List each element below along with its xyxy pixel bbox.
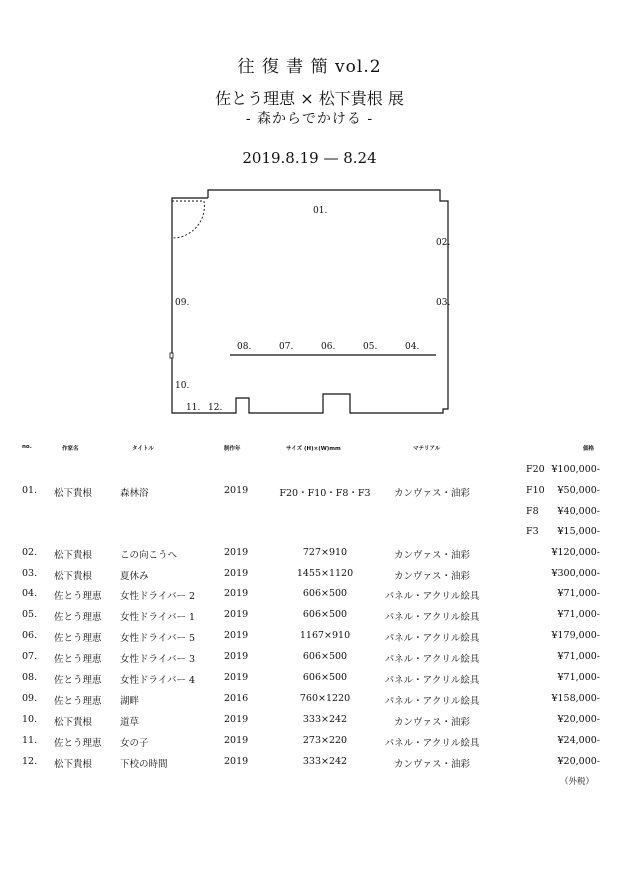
wall-label-02: 02. [436, 238, 451, 248]
table-row [0, 651, 619, 669]
wall-label-08: 08. [237, 342, 252, 352]
wall-label-01: 01. [313, 206, 328, 216]
row-year: 2019 [224, 485, 249, 496]
row-material: カンヴァス・油彩 [394, 571, 470, 582]
table-row [0, 735, 619, 753]
door-swing [172, 201, 204, 238]
sub-price: ¥50,000- [557, 485, 600, 496]
row-size: 333×242 [302, 756, 348, 767]
row-title: 女の子 [120, 738, 149, 749]
row-no: 04. [22, 588, 38, 599]
wall-label-12: 12. [208, 403, 223, 413]
row-no: 12. [22, 756, 38, 767]
row-artist: 佐とう理恵 [54, 654, 102, 665]
table-row [0, 609, 619, 627]
sub-size: F10 [526, 485, 545, 496]
row-price: ¥300,000- [551, 568, 600, 579]
floor-plan-walls [172, 190, 451, 413]
exhibition-dates: 2019.8.19 — 8.24 [242, 149, 377, 167]
row-price: ¥158,000- [551, 693, 600, 704]
wall-label-11: 11. [186, 403, 201, 413]
row-title: 下校の時間 [120, 759, 168, 770]
row-material: カンヴァス・油彩 [394, 759, 470, 770]
wall-label-04: 04. [405, 342, 420, 352]
row-no: 01. [22, 485, 38, 496]
header-material: マテリアル [413, 446, 441, 452]
row-material: パネル・アクリル絵具 [384, 696, 480, 707]
row-size: 606×500 [302, 672, 348, 683]
row-no: 03. [22, 568, 38, 579]
row-no: 08. [22, 672, 38, 683]
row-size: 1167×910 [299, 630, 351, 641]
tax-note: （外税） [559, 777, 594, 787]
row-material: カンヴァス・油彩 [394, 717, 470, 728]
row-artist: 松下貴根 [54, 759, 93, 770]
artists-line: 佐とう理恵 × 松下貴根 展 [215, 89, 404, 108]
wall-label-05: 05. [363, 342, 378, 352]
row-year: 2019 [224, 672, 249, 683]
row-year: 2019 [224, 609, 249, 620]
row-no: 02. [22, 547, 38, 558]
row-size: 606×500 [302, 588, 348, 599]
header-year: 制作年 [224, 446, 241, 452]
wall-label-10: 10. [175, 381, 190, 391]
row-year: 2019 [224, 588, 249, 599]
row-title: 女性ドライバー 5 [120, 633, 196, 644]
wall-label-06: 06. [321, 342, 336, 352]
sub-price: ¥15,000- [557, 526, 600, 537]
header-no: no. [22, 444, 32, 450]
sub-size: F20 [526, 464, 545, 475]
row-year: 2019 [224, 630, 249, 641]
row-artist: 佐とう理恵 [54, 633, 102, 644]
row-no: 10. [22, 714, 38, 725]
row-price: ¥24,000- [557, 735, 600, 746]
row-price: ¥71,000- [557, 651, 600, 662]
row-no: 07. [22, 651, 38, 662]
floor-plan [0, 0, 619, 430]
wall-label-03: 03. [436, 298, 451, 308]
sub-size: F8 [526, 506, 539, 517]
row-material: パネル・アクリル絵具 [384, 633, 480, 644]
row-year: 2019 [224, 714, 249, 725]
row-artist: 松下貴根 [54, 717, 93, 728]
table-row [0, 693, 619, 711]
sub-price: ¥100,000- [551, 464, 600, 475]
row-year: 2019 [224, 651, 249, 662]
row-size: 727×910 [302, 547, 348, 558]
row-price: ¥20,000- [557, 714, 600, 725]
floor-plan-labels [175, 206, 450, 413]
row-artist: 佐とう理恵 [54, 675, 102, 686]
row-material: パネル・アクリル絵具 [384, 675, 480, 686]
row-size: 606×500 [302, 651, 348, 662]
row-title: 女性ドライバー 2 [120, 591, 196, 602]
row-no: 09. [22, 693, 38, 704]
row-price: ¥20,000- [557, 756, 600, 767]
row-title: この向こうへ [120, 550, 178, 561]
row-material: パネル・アクリル絵具 [384, 654, 480, 665]
row-material: パネル・アクリル絵具 [384, 591, 480, 602]
sub-price: ¥40,000- [557, 506, 600, 517]
exhibition-subtitle: - 森からでかける - [245, 111, 374, 127]
wall-label-07: 07. [279, 342, 294, 352]
row-size: 606×500 [302, 609, 348, 620]
row-no: 06. [22, 630, 38, 641]
table-row [0, 547, 619, 565]
header-artist: 作家名 [62, 446, 79, 452]
row-artist: 松下貴根 [54, 571, 93, 582]
row-title: 道草 [120, 717, 140, 728]
row-size: 273×220 [302, 735, 348, 746]
row-size: 760×1220 [299, 693, 351, 704]
row-material: パネル・アクリル絵具 [384, 612, 480, 623]
row-artist: 松下貴根 [54, 488, 93, 499]
table-row [0, 672, 619, 690]
row-title: 湖畔 [120, 696, 140, 707]
row-title: 女性ドライバー 3 [120, 654, 196, 665]
row-year: 2016 [224, 693, 249, 704]
row-title: 森林浴 [120, 488, 149, 499]
row-year: 2019 [224, 547, 249, 558]
row-artist: 佐とう理恵 [54, 696, 102, 707]
row-artist: 佐とう理恵 [54, 591, 102, 602]
row-no: 05. [22, 609, 38, 620]
row-price: ¥71,000- [557, 672, 600, 683]
row-size: 1455×1120 [296, 568, 354, 579]
row-no: 11. [22, 735, 38, 746]
table-row [0, 568, 619, 586]
row-title: 夏休み [120, 571, 149, 582]
row-artist: 佐とう理恵 [54, 612, 102, 623]
row-price: ¥71,000- [557, 609, 600, 620]
row-material: カンヴァス・油彩 [394, 488, 470, 499]
row-year: 2019 [224, 568, 249, 579]
header-title: タイトル [132, 446, 154, 452]
header-price: 価格 [583, 446, 595, 452]
row-artist: 松下貴根 [54, 550, 93, 561]
row-year: 2019 [224, 735, 249, 746]
row-price: ¥71,000- [557, 588, 600, 599]
sub-size: F3 [526, 526, 539, 537]
table-row [0, 714, 619, 732]
exhibition-title: 往 復 書 簡 vol.2 [237, 57, 382, 77]
table-row [0, 630, 619, 648]
wall-label-09: 09. [175, 298, 190, 308]
row-material: パネル・アクリル絵具 [384, 738, 480, 749]
header-size: サイズ (H)×(W)mm [286, 446, 341, 452]
row-title: 女性ドライバー 1 [120, 612, 196, 623]
table-row [0, 588, 619, 606]
row-title: 女性ドライバー 4 [120, 675, 196, 686]
table-row [0, 756, 619, 774]
row-size: F20・F10・F8・F3 [279, 488, 371, 499]
row-artist: 佐とう理恵 [54, 738, 102, 749]
row-material: カンヴァス・油彩 [394, 550, 470, 561]
row-price: ¥120,000- [551, 547, 600, 558]
row-size: 333×242 [302, 714, 348, 725]
row-year: 2019 [224, 756, 249, 767]
row-price: ¥179,000- [551, 630, 600, 641]
wall-outlet [170, 353, 173, 358]
